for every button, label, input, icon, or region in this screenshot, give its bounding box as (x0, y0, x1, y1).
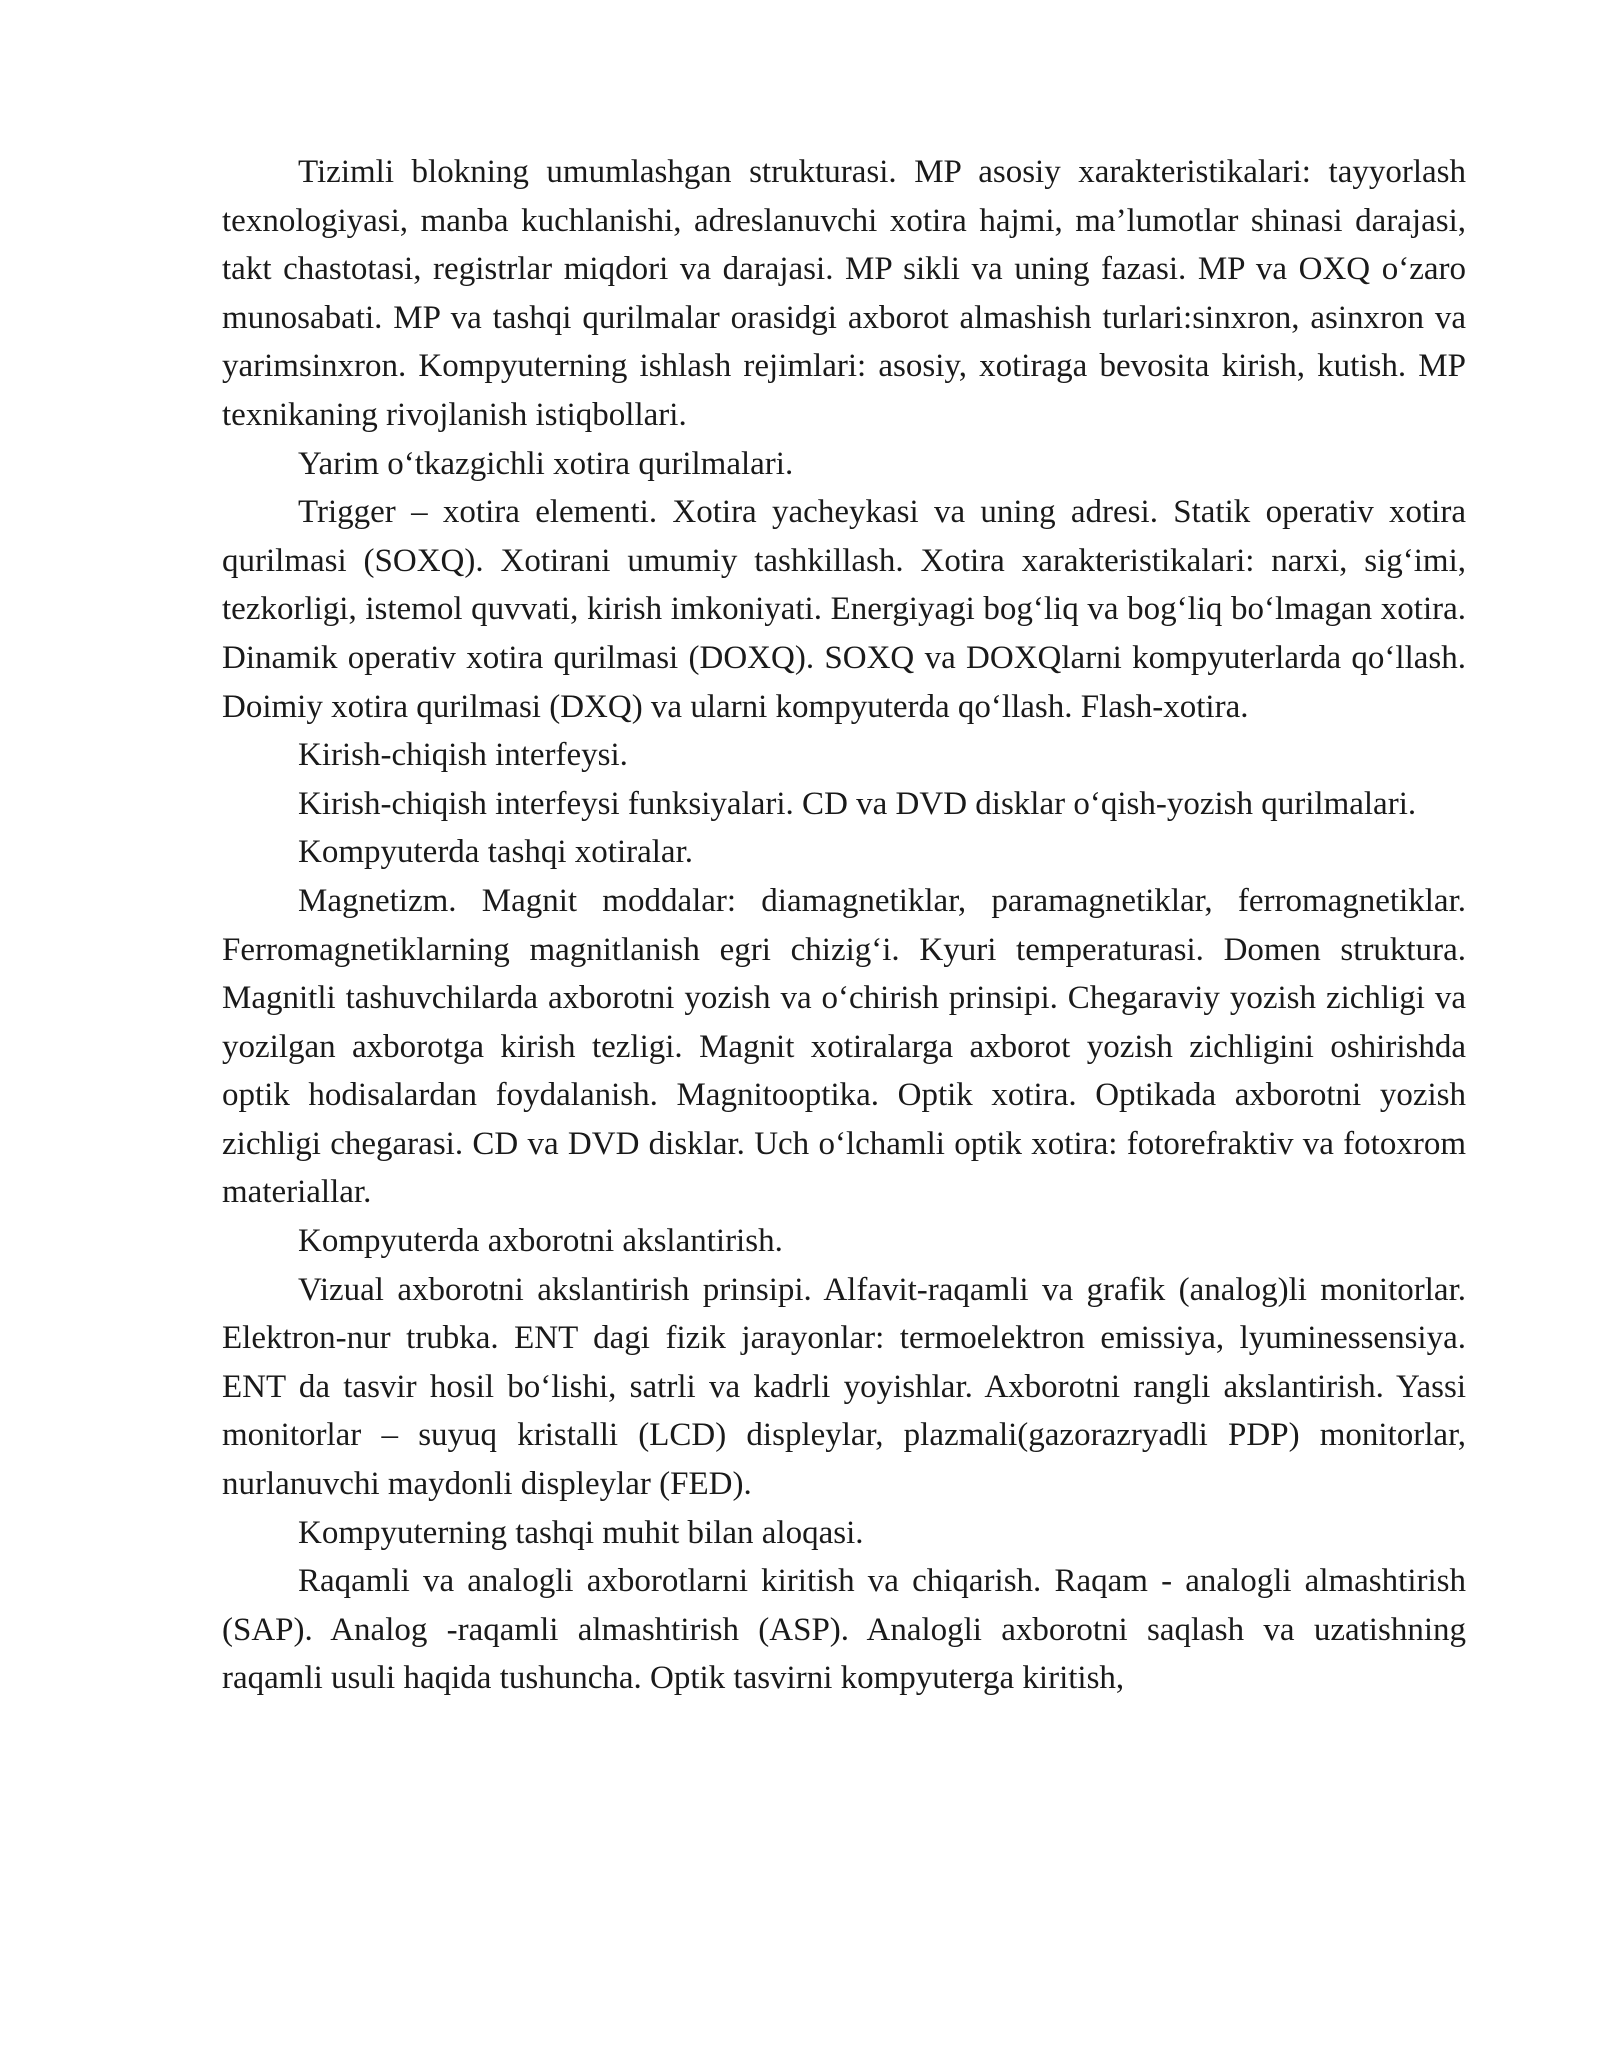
heading-external-storage: Kompyuterda tashqi xotiralar. (298, 834, 693, 871)
heading-external-environment: Kompyuterning tashqi muhit bilan aloqasi. (298, 1514, 864, 1551)
heading-semiconductor-memory: Yarim o‘tkazgichli xotira qurilmalari. (298, 445, 794, 482)
paragraph-trigger-memory: Trigger – xotira elementi. Xotira yacheykasi va uning adresi. Statik operativ xotira qurilmasi (SOXQ). Xotirani umumiy tashkillash. Xotira xarakteristikalari: narxi, sig‘imi, tezkorligi, istemol quvvati, kirish imkoniyati. Energiyagi bog‘liq va bog‘liq bo‘lmagan xotira. Dinamik operativ xotira qurilmasi (DOXQ). SOXQ va DOXQlarni kompyuterlarda qo‘llash. Doimiy xotira qurilmasi (DXQ) va ularni kompyuterda qo‘llash. Flash-xotira. (222, 494, 1466, 725)
heading-information-display: Kompyuterda axborotni akslantirish. (298, 1223, 783, 1260)
paragraph-digital-analog: Raqamli va analogli axborotlarni kiritish va chiqarish. Raqam - analogli almashtirish (SAP). Analog -raqamli almashtirish (ASP). Analogli axborotni saqlash va uzatishning raqamli usuli haqida tushuncha. Optik tasvirni kompyuterga kiritish, (222, 1563, 1466, 1697)
heading-io-interface: Kirish-chiqish interfeysi. (298, 737, 628, 774)
document-page (222, 148, 1466, 1703)
paragraph-magnetism: Magnetizm. Magnit moddalar: diamagnetiklar, paramagnetiklar, ferromagnetiklar. Ferromagnetiklarning magnitlanish egri chizig‘i. Kyuri temperaturasi. Domen struktura. Magnitli tashuvchilarda axborotni yozish va o‘chirish prinsipi. Chegaraviy yozish zichligi va yozilgan axborotga kirish tezligi. Magnit xotiralarga axborot yozish zichligini oshirishda optik hodisalardan foydalanish. Magnitooptika. Optik xotira. Optikada axborotni yozish zichligi chegarasi. CD va DVD disklar. Uch o‘lchamli optik xotira: fotorefraktiv va fotoxrom materiallar. (222, 882, 1466, 1211)
paragraph-io-interface-functions: Kirish-chiqish interfeysi funksiyalari. CD va DVD disklar o‘qish-yozish qurilmalari. (298, 785, 1417, 822)
paragraph-visual-display: Vizual axborotni akslantirish prinsipi. Alfavit-raqamli va grafik (analog)li monitorlar. Elektron-nur trubka. ENT dagi fizik jarayonlar: termoelektron emissiya, lyuminessensiya. ENT da tasvir hosil bo‘lishi, satrli va kadrli yoyishlar. Axborotni rangli akslantirish. Yassi monitorlar – suyuq kristalli (LCD) displeylar, plazmali(gazorazryadli PDP) monitorlar, nurlanuvchi maydonli displeylar (FED). (222, 1271, 1466, 1503)
paragraph-system-block-structure: Tizimli blokning umumlashgan strukturasi. MP asosiy xarakteristikalari: tayyorlash texnologiyasi, manba kuchlanishi, adreslanuvchi xotira hajmi, ma’lumotlar shinasi darajasi, takt chastotasi, registrlar miqdori va darajasi. MP sikli va uning fazasi. MP va OXQ o‘zaro munosabati. MP va tashqi qurilmalar orasidgi axborot almashish turlari:sinxron, asinxron va yarimsinxron. Kompyuterning ishlash rejimlari: asosiy, xotiraga bevosita kirish, kutish. MP texnikaning rivojlanish istiqbollari. (222, 154, 1466, 433)
